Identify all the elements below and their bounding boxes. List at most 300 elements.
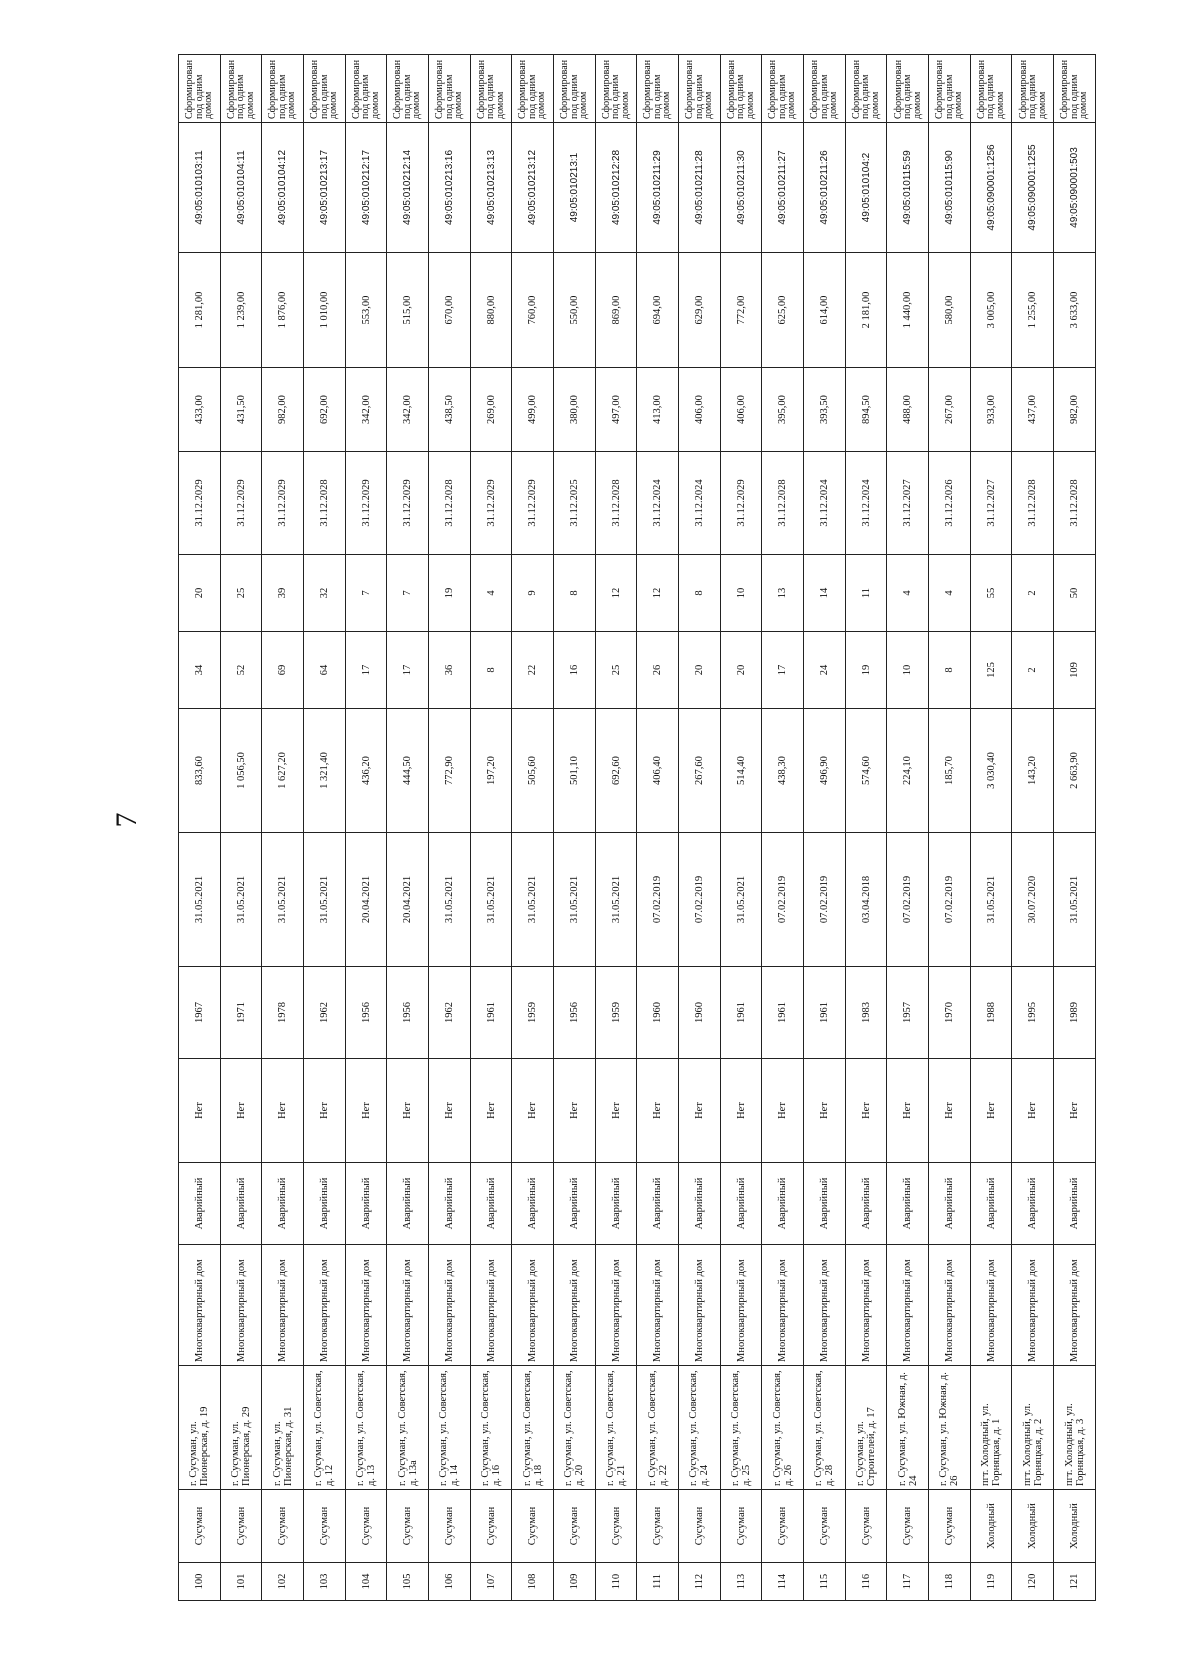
cell-people: 109: [1054, 632, 1096, 709]
cell-cond: Аварийный: [179, 1163, 221, 1245]
cell-flag: Нет: [762, 1059, 804, 1163]
cell-n: 111: [637, 1563, 679, 1601]
cell-cond: Аварийный: [595, 1163, 637, 1245]
cell-date: 31.05.2021: [429, 833, 471, 967]
cell-term: 31.12.2029: [179, 452, 221, 555]
cell-people: 34: [179, 632, 221, 709]
cell-type: Многоквартирный дом: [554, 1245, 596, 1366]
cell-area2: 437,00: [1012, 368, 1054, 452]
cell-n: 113: [720, 1563, 762, 1601]
cell-rooms: 9: [512, 555, 554, 632]
cell-term: 31.12.2029: [345, 452, 387, 555]
cell-flag: Нет: [387, 1059, 429, 1163]
cell-rooms: 8: [554, 555, 596, 632]
cell-n: 108: [512, 1563, 554, 1601]
cell-term: 31.12.2029: [720, 452, 762, 555]
cell-n: 120: [1012, 1563, 1054, 1601]
cell-cond: Аварийный: [679, 1163, 721, 1245]
table-row: [887, 55, 929, 1601]
cell-area: 1 627,20: [262, 709, 304, 833]
cell-cad: 49:05:090001:1256: [970, 123, 1012, 253]
cell-flag: Нет: [304, 1059, 346, 1163]
cell-rooms: 32: [304, 555, 346, 632]
cell-area: 406,40: [637, 709, 679, 833]
cell-rooms: 19: [429, 555, 471, 632]
cell-area: 1 056,50: [220, 709, 262, 833]
cell-cad: 49:05:090001:503: [1054, 123, 1096, 253]
cell-people: 8: [470, 632, 512, 709]
cell-date: 31.05.2021: [970, 833, 1012, 967]
cell-people: 22: [512, 632, 554, 709]
cell-area: 267,60: [679, 709, 721, 833]
cell-rooms: 39: [262, 555, 304, 632]
cell-area3: 515,00: [387, 253, 429, 368]
cell-area2: 488,00: [887, 368, 929, 452]
cell-city: Сусуман: [429, 1490, 471, 1563]
cell-flag: Нет: [970, 1059, 1012, 1163]
cell-term: 31.12.2029: [470, 452, 512, 555]
cell-type: Многоквартирный дом: [1054, 1245, 1096, 1366]
cell-city: Сусуман: [345, 1490, 387, 1563]
cell-area: 444,50: [387, 709, 429, 833]
cell-date: 31.05.2021: [512, 833, 554, 967]
cell-area2: 982,00: [1054, 368, 1096, 452]
table-row: [637, 55, 679, 1601]
cell-n: 118: [929, 1563, 971, 1601]
cell-note: Сформирован под одним домом: [929, 55, 971, 123]
cell-year: 1960: [679, 967, 721, 1059]
cell-area: 501,10: [554, 709, 596, 833]
cell-area3: 880,00: [470, 253, 512, 368]
cell-term: 31.12.2028: [1012, 452, 1054, 555]
cell-cond: Аварийный: [512, 1163, 554, 1245]
cell-n: 115: [804, 1563, 846, 1601]
cell-addr: г. Сусуман, ул. Южная, д. 26: [929, 1366, 971, 1490]
cell-rooms: 20: [179, 555, 221, 632]
cell-addr: пгт. Холодный, ул. Горняцкая, д. 3: [1054, 1366, 1096, 1490]
cell-rooms: 12: [637, 555, 679, 632]
cell-date: 07.02.2019: [929, 833, 971, 967]
cell-addr: г. Сусуман, ул. Советская, д. 14: [429, 1366, 471, 1490]
cell-cad: 49:05:010115:59: [887, 123, 929, 253]
table-row: [429, 55, 471, 1601]
cell-year: 1956: [387, 967, 429, 1059]
cell-year: 1988: [970, 967, 1012, 1059]
cell-term: 31.12.2024: [637, 452, 679, 555]
cell-type: Многоквартирный дом: [387, 1245, 429, 1366]
cell-note: Сформирован под одним домом: [637, 55, 679, 123]
cell-term: 31.12.2025: [554, 452, 596, 555]
table-row: [512, 55, 554, 1601]
cell-area2: 982,00: [262, 368, 304, 452]
cell-cond: Аварийный: [554, 1163, 596, 1245]
cell-city: Сусуман: [679, 1490, 721, 1563]
cell-cad: 49:05:010115:90: [929, 123, 971, 253]
cell-type: Многоквартирный дом: [262, 1245, 304, 1366]
cell-date: 07.02.2019: [679, 833, 721, 967]
cell-n: 116: [845, 1563, 887, 1601]
cell-area2: 395,00: [762, 368, 804, 452]
cell-n: 121: [1054, 1563, 1096, 1601]
cell-area2: 342,00: [345, 368, 387, 452]
cell-people: 10: [887, 632, 929, 709]
cell-type: Многоквартирный дом: [470, 1245, 512, 1366]
cell-term: 31.12.2028: [595, 452, 637, 555]
cell-cond: Аварийный: [1054, 1163, 1096, 1245]
cell-area2: 269,00: [470, 368, 512, 452]
cell-city: Сусуман: [179, 1490, 221, 1563]
cell-people: 20: [679, 632, 721, 709]
cell-flag: Нет: [679, 1059, 721, 1163]
cell-rooms: 4: [929, 555, 971, 632]
cell-flag: Нет: [1012, 1059, 1054, 1163]
cell-cad: 49:05:010212:14: [387, 123, 429, 253]
cell-n: 102: [262, 1563, 304, 1601]
cell-addr: г. Сусуман, ул. Советская, д. 13а: [387, 1366, 429, 1490]
cell-year: 1962: [304, 967, 346, 1059]
cell-area: 833,60: [179, 709, 221, 833]
cell-city: Холодный: [970, 1490, 1012, 1563]
cell-note: Сформирован под одним домом: [179, 55, 221, 123]
cell-date: 31.05.2021: [1054, 833, 1096, 967]
cell-term: 31.12.2024: [804, 452, 846, 555]
cell-date: 07.02.2019: [637, 833, 679, 967]
cell-addr: г. Сусуман, ул. Пионерская, д. 19: [179, 1366, 221, 1490]
cell-rooms: 10: [720, 555, 762, 632]
table-row: [595, 55, 637, 1601]
cell-flag: Нет: [804, 1059, 846, 1163]
cell-cond: Аварийный: [804, 1163, 846, 1245]
cell-area2: 406,00: [720, 368, 762, 452]
cell-note: Сформирован под одним домом: [720, 55, 762, 123]
cell-people: 24: [804, 632, 846, 709]
cell-people: 17: [762, 632, 804, 709]
cell-cond: Аварийный: [970, 1163, 1012, 1245]
cell-year: 1971: [220, 967, 262, 1059]
table-row: [720, 55, 762, 1601]
cell-note: Сформирован под одним домом: [220, 55, 262, 123]
cell-n: 101: [220, 1563, 262, 1601]
cell-type: Многоквартирный дом: [929, 1245, 971, 1366]
cell-type: Многоквартирный дом: [720, 1245, 762, 1366]
cell-rooms: 12: [595, 555, 637, 632]
cell-addr: пгт. Холодный, ул. Горняцкая, д. 2: [1012, 1366, 1054, 1490]
cell-city: Сусуман: [220, 1490, 262, 1563]
cell-cond: Аварийный: [470, 1163, 512, 1245]
cell-year: 1961: [470, 967, 512, 1059]
cell-note: Сформирован под одним домом: [262, 55, 304, 123]
cell-flag: Нет: [595, 1059, 637, 1163]
cell-note: Сформирован под одним домом: [679, 55, 721, 123]
cell-cad: 49:05:010211:26: [804, 123, 846, 253]
cell-area3: 3 005,00: [970, 253, 1012, 368]
cell-people: 20: [720, 632, 762, 709]
cell-term: 31.12.2024: [679, 452, 721, 555]
cell-year: 1989: [1054, 967, 1096, 1059]
table-row: [762, 55, 804, 1601]
cell-type: Многоквартирный дом: [429, 1245, 471, 1366]
cell-city: Сусуман: [845, 1490, 887, 1563]
cell-note: Сформирован под одним домом: [595, 55, 637, 123]
cell-year: 1978: [262, 967, 304, 1059]
cell-date: 07.02.2019: [804, 833, 846, 967]
cell-type: Многоквартирный дом: [304, 1245, 346, 1366]
cell-city: Сусуман: [512, 1490, 554, 1563]
cell-type: Многоквартирный дом: [845, 1245, 887, 1366]
cell-cad: 49:05:090001:1255: [1012, 123, 1054, 253]
cell-n: 117: [887, 1563, 929, 1601]
cell-date: 31.05.2021: [470, 833, 512, 967]
table-body: [179, 55, 1096, 1601]
cell-city: Холодный: [1054, 1490, 1096, 1563]
cell-cad: 49:05:010211:30: [720, 123, 762, 253]
cell-date: 31.05.2021: [220, 833, 262, 967]
cell-area2: 933,00: [970, 368, 1012, 452]
cell-area: 574,60: [845, 709, 887, 833]
cell-note: Сформирован под одним домом: [887, 55, 929, 123]
cell-flag: Нет: [262, 1059, 304, 1163]
cell-area3: 772,00: [720, 253, 762, 368]
cell-cad: 49:05:010213:13: [470, 123, 512, 253]
cell-city: Сусуман: [804, 1490, 846, 1563]
cell-area3: 1 440,00: [887, 253, 929, 368]
cell-city: Сусуман: [720, 1490, 762, 1563]
cell-area3: 580,00: [929, 253, 971, 368]
cell-city: Сусуман: [762, 1490, 804, 1563]
cell-area2: 406,00: [679, 368, 721, 452]
cell-area3: 625,00: [762, 253, 804, 368]
cell-type: Многоквартирный дом: [762, 1245, 804, 1366]
cell-area2: 692,00: [304, 368, 346, 452]
cell-rooms: 4: [887, 555, 929, 632]
cell-term: 31.12.2029: [220, 452, 262, 555]
cell-area: 772,90: [429, 709, 471, 833]
cell-term: 31.12.2029: [387, 452, 429, 555]
cell-rooms: 2: [1012, 555, 1054, 632]
cell-cad: 49:05:010213:12: [512, 123, 554, 253]
cell-rooms: 8: [679, 555, 721, 632]
cell-city: Сусуман: [929, 1490, 971, 1563]
cell-people: 25: [595, 632, 637, 709]
cell-area: 1 321,40: [304, 709, 346, 833]
cell-date: 31.05.2021: [262, 833, 304, 967]
cell-cond: Аварийный: [387, 1163, 429, 1245]
cell-note: Сформирован под одним домом: [429, 55, 471, 123]
cell-note: Сформирован под одним домом: [970, 55, 1012, 123]
cell-note: Сформирован под одним домом: [1054, 55, 1096, 123]
cell-flag: Нет: [179, 1059, 221, 1163]
cell-date: 20.04.2021: [345, 833, 387, 967]
cell-year: 1957: [887, 967, 929, 1059]
cell-rooms: 7: [387, 555, 429, 632]
cell-type: Многоквартирный дом: [179, 1245, 221, 1366]
table-row: [387, 55, 429, 1601]
cell-type: Многоквартирный дом: [512, 1245, 554, 1366]
cell-area3: 760,00: [512, 253, 554, 368]
cell-note: Сформирован под одним домом: [345, 55, 387, 123]
cell-flag: Нет: [1054, 1059, 1096, 1163]
cell-year: 1967: [179, 967, 221, 1059]
cell-people: 17: [387, 632, 429, 709]
cell-term: 31.12.2028: [429, 452, 471, 555]
cell-n: 100: [179, 1563, 221, 1601]
table-row: [179, 55, 221, 1601]
cell-area2: 380,00: [554, 368, 596, 452]
table-row: [1012, 55, 1054, 1601]
cell-area3: 670,00: [429, 253, 471, 368]
cell-addr: г. Сусуман, ул. Советская, д. 12: [304, 1366, 346, 1490]
cell-area3: 629,00: [679, 253, 721, 368]
table-row: [220, 55, 262, 1601]
cell-date: 31.05.2021: [304, 833, 346, 967]
cell-addr: г. Сусуман, ул. Советская, д. 20: [554, 1366, 596, 1490]
cell-note: Сформирован под одним домом: [1012, 55, 1054, 123]
cell-n: 103: [304, 1563, 346, 1601]
cell-cad: 49:05:010103:11: [179, 123, 221, 253]
cell-date: 31.05.2021: [720, 833, 762, 967]
cell-cond: Аварийный: [637, 1163, 679, 1245]
cell-term: 31.12.2029: [512, 452, 554, 555]
cell-addr: г. Сусуман, ул. Советская, д. 13: [345, 1366, 387, 1490]
cell-rooms: 14: [804, 555, 846, 632]
cell-area: 505,60: [512, 709, 554, 833]
cell-city: Сусуман: [887, 1490, 929, 1563]
cell-city: Холодный: [1012, 1490, 1054, 1563]
cell-type: Многоквартирный дом: [679, 1245, 721, 1366]
cell-cond: Аварийный: [1012, 1163, 1054, 1245]
cell-date: 07.02.2019: [887, 833, 929, 967]
cell-people: 64: [304, 632, 346, 709]
cell-year: 1962: [429, 967, 471, 1059]
cell-people: 8: [929, 632, 971, 709]
table-row: [304, 55, 346, 1601]
cell-date: 20.04.2021: [387, 833, 429, 967]
cell-n: 107: [470, 1563, 512, 1601]
cell-cad: 49:05:010213:17: [304, 123, 346, 253]
cell-note: Сформирован под одним домом: [387, 55, 429, 123]
cell-note: Сформирован под одним домом: [304, 55, 346, 123]
cell-type: Многоквартирный дом: [1012, 1245, 1054, 1366]
cell-flag: Нет: [887, 1059, 929, 1163]
cell-addr: г. Сусуман, ул. Советская, д. 16: [470, 1366, 512, 1490]
cell-area3: 694,00: [637, 253, 679, 368]
cell-rooms: 50: [1054, 555, 1096, 632]
cell-area3: 1 281,00: [179, 253, 221, 368]
cell-note: Сформирован под одним домом: [845, 55, 887, 123]
cell-cad: 49:05:010104:11: [220, 123, 262, 253]
cell-flag: Нет: [220, 1059, 262, 1163]
cell-area2: 433,00: [179, 368, 221, 452]
cell-note: Сформирован под одним домом: [554, 55, 596, 123]
cell-rooms: 11: [845, 555, 887, 632]
cell-note: Сформирован под одним домом: [762, 55, 804, 123]
cell-area2: 497,00: [595, 368, 637, 452]
cell-n: 110: [595, 1563, 637, 1601]
page-number: 7: [110, 812, 143, 828]
cell-area: 496,90: [804, 709, 846, 833]
cell-year: 1995: [1012, 967, 1054, 1059]
cell-area3: 869,00: [595, 253, 637, 368]
cell-year: 1983: [845, 967, 887, 1059]
cell-flag: Нет: [470, 1059, 512, 1163]
cell-area3: 550,00: [554, 253, 596, 368]
cell-cond: Аварийный: [845, 1163, 887, 1245]
cell-people: 19: [845, 632, 887, 709]
cell-people: 52: [220, 632, 262, 709]
cell-area3: 553,00: [345, 253, 387, 368]
cell-date: 03.04.2018: [845, 833, 887, 967]
cell-cond: Аварийный: [887, 1163, 929, 1245]
cell-people: 26: [637, 632, 679, 709]
cell-term: 31.12.2027: [970, 452, 1012, 555]
cell-area3: 1 010,00: [304, 253, 346, 368]
cell-rooms: 7: [345, 555, 387, 632]
cell-cad: 49:05:010104:2: [845, 123, 887, 253]
cell-date: 31.05.2021: [554, 833, 596, 967]
table-row: [1054, 55, 1096, 1601]
table-row: [804, 55, 846, 1601]
cell-area2: 393,50: [804, 368, 846, 452]
cell-year: 1970: [929, 967, 971, 1059]
cell-rooms: 4: [470, 555, 512, 632]
cell-note: Сформирован под одним домом: [470, 55, 512, 123]
cell-area2: 342,00: [387, 368, 429, 452]
cell-addr: г. Сусуман, ул. Строителей, д. 17: [845, 1366, 887, 1490]
cell-city: Сусуман: [304, 1490, 346, 1563]
cell-cad: 49:05:010213:16: [429, 123, 471, 253]
cell-area: 514,40: [720, 709, 762, 833]
cell-city: Сусуман: [554, 1490, 596, 1563]
cell-term: 31.12.2026: [929, 452, 971, 555]
cell-area3: 1 876,00: [262, 253, 304, 368]
cell-type: Многоквартирный дом: [220, 1245, 262, 1366]
cell-year: 1959: [595, 967, 637, 1059]
cell-cad: 49:05:010104:12: [262, 123, 304, 253]
cell-type: Многоквартирный дом: [345, 1245, 387, 1366]
cell-cond: Аварийный: [929, 1163, 971, 1245]
cell-area2: 267,00: [929, 368, 971, 452]
cell-people: 2: [1012, 632, 1054, 709]
cell-addr: г. Сусуман, ул. Советская, д. 26: [762, 1366, 804, 1490]
cell-n: 105: [387, 1563, 429, 1601]
cell-area: 2 663,90: [1054, 709, 1096, 833]
cell-cond: Аварийный: [720, 1163, 762, 1245]
cell-area: 143,20: [1012, 709, 1054, 833]
table-row: [554, 55, 596, 1601]
cell-type: Многоквартирный дом: [637, 1245, 679, 1366]
cell-term: 31.12.2028: [304, 452, 346, 555]
cell-year: 1961: [762, 967, 804, 1059]
cell-year: 1961: [720, 967, 762, 1059]
cell-area: 197,20: [470, 709, 512, 833]
cell-type: Многоквартирный дом: [887, 1245, 929, 1366]
cell-flag: Нет: [429, 1059, 471, 1163]
cell-city: Сусуман: [637, 1490, 679, 1563]
table-row: [470, 55, 512, 1601]
cell-type: Многоквартирный дом: [970, 1245, 1012, 1366]
cell-note: Сформирован под одним домом: [804, 55, 846, 123]
cell-city: Сусуман: [262, 1490, 304, 1563]
cell-year: 1959: [512, 967, 554, 1059]
cell-n: 114: [762, 1563, 804, 1601]
cell-area3: 1 239,00: [220, 253, 262, 368]
cell-cad: 49:05:010213:1: [554, 123, 596, 253]
cell-year: 1956: [554, 967, 596, 1059]
cell-people: 16: [554, 632, 596, 709]
cell-term: 31.12.2024: [845, 452, 887, 555]
cell-addr: г. Сусуман, ул. Советская, д. 24: [679, 1366, 721, 1490]
table-row: [929, 55, 971, 1601]
